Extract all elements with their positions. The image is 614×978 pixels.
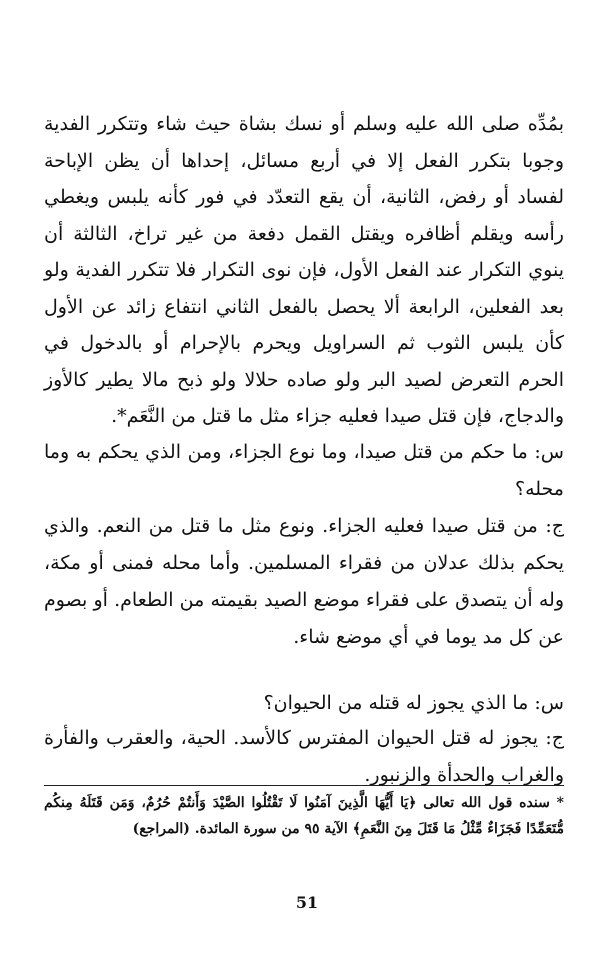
question-1: س: ما حكم من قتل صيدا، وما نوع الجزاء، ومن الذي يحكم به وما محله؟ [44, 441, 564, 500]
answer-2: ج: يجوز له قتل الحيوان المفترس كالأسد. الحية، والعقرب والفأرة والغراب والحدأة والزنبور. [44, 727, 564, 786]
footnote: * سنده قول الله تعالى ﴿يَا أَيُّهَا الَّذِينَ آمَنُوا لَا تَقْتُلُوا الصَّيْدَ وَأَنتُمْ حُرُمٌ، وَمَن قَتَلَهُ مِنكُم مُّتَعَمِّدًا فَجَزَاءٌ مِّثْلُ مَا قَتَلَ مِنَ النَّعَمِ﴾ الآية ٩٥ من سورة المائدة. (المراجع) [44, 795, 564, 837]
intro-paragraph: بمُدِّه صلى الله عليه وسلم أو نسك بشاة حيث شاء وتتكرر الفدية وجوبا بتكرر الفعل إلا في أربع مسائل، إحداها أن يظن الإباحة لفساد أو رفض، الثانية، أن يقع التعدّد في فور كأنه يلبس ويغطي رأسه ويقلم أظافره ويقتل القمل دفعة من غير تراخ، الثالثة أن ينوي التكرار عند الفعل الأول، فإن نوى التكرار فلا تتكرر الفدية ولو بعد الفعلين، الرابعة ألا يحصل بالفعل الثاني انتفاع زائد عن الأول كأن يلبس الثوب ثم السراويل ويحرم بالإحرام أو بالدخول في الحرم التعرض لصيد البر ولو صاده حلالا ولو ذبح مالا يطير كالأوز والدجاج، فإن قتل صيدا فعليه جزاء مثل ما قتل من النَّعَم*. [44, 113, 564, 427]
answer-1: ج: من قتل صيدا فعليه الجزاء. ونوع مثل ما قتل من النعم. والذي يحكم بذلك عدلان من فقراء المسلمين. وأما محله فمنى أو مكة، وله أن يتصدق على فقراء موضع الصيد بقيمته من الطعام. أو بصوم عن كل مد يوما في أي موضع شاء. [44, 515, 564, 648]
question-2: س: ما الذي يجوز له قتله من الحيوان؟ [263, 692, 564, 714]
footnote-divider [44, 785, 564, 786]
page-number: 51 [295, 893, 319, 912]
